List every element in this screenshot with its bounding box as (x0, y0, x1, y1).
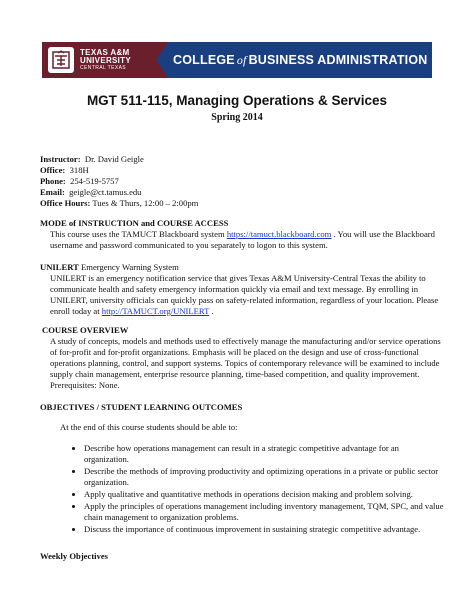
mode-text-pre: This course uses the TAMUCT Blackboard system (50, 229, 227, 239)
instructor-info (40, 154, 198, 209)
mode-text-post: . You will use the Blackboard username and password communicated to you separately to logon to this system. (50, 229, 435, 250)
unilert-text (40, 273, 445, 317)
objectives-heading: OBJECTIVES / STUDENT LEARNING OUTCOMES (40, 402, 243, 412)
office-value: 318H (69, 165, 89, 175)
phone-value: 254-519-5757 (70, 176, 119, 186)
weekly-section (40, 551, 108, 562)
unilert-heading-bold: UNILERT (40, 262, 79, 272)
university-seal-icon (48, 47, 74, 73)
list-item: • Discuss the importance of continuous improvement in sustaining strategic competitive advantage. (84, 524, 444, 535)
blackboard-link[interactable]: https://tamuct.blackboard.com (226, 229, 332, 239)
college-name-post: BUSINESS ADMINISTRATION (248, 53, 428, 67)
office-hours-value: Tues & Thurs, 12:00 – 2:00pm (92, 198, 199, 208)
list-item: • Describe how operations management can result in a strategic competitive advantage for an organization. (84, 443, 444, 465)
course-term: Spring 2014 (211, 112, 263, 123)
unilert-text-post: . (209, 306, 214, 316)
list-item: • Describe the methods of improving productivity and optimizing operations in a private or public sector organization. (84, 466, 444, 488)
college-banner (42, 42, 432, 78)
instructor-value: Dr. David Geigle (84, 154, 144, 164)
university-name-line2: UNIVERSITY (80, 56, 132, 65)
list-item: • Apply the principles of operations management including inventory management, TQM, SPC, and value chain management to organization problems. (84, 501, 444, 523)
objectives-section (40, 402, 444, 536)
office-hours-label: Office Hours: (40, 198, 91, 208)
phone-label: Phone: (40, 176, 66, 186)
unilert-link[interactable]: http://TAMUCT.org/UNILERT (101, 306, 210, 316)
office-row (40, 165, 198, 176)
unilert-section (40, 262, 445, 317)
objectives-intro: At the end of this course students should be able to: (60, 422, 238, 432)
course-title: MGT 511-115, Managing Operations & Services (86, 93, 388, 108)
unilert-heading (40, 262, 445, 273)
university-name-line1: TEXAS A&M (80, 48, 130, 57)
phone-row (40, 176, 198, 187)
mode-section (40, 218, 445, 251)
office-label: Office: (40, 165, 66, 175)
email-label: Email: (40, 187, 65, 197)
instructor-label: Instructor: (40, 154, 81, 164)
college-name (167, 42, 432, 78)
university-name-line3: CENTRAL TEXAS (80, 65, 127, 71)
overview-section (42, 325, 445, 391)
university-logo-panel (42, 42, 167, 78)
banner-chevron-icon (156, 42, 168, 78)
email-value: geigle@ct.tamus.edu (69, 187, 142, 197)
email-row (40, 187, 198, 198)
college-name-of: of (236, 52, 247, 67)
office-hours-row (40, 198, 198, 209)
weekly-heading: Weekly Objectives (40, 551, 109, 561)
unilert-heading-rest: Emergency Warning System (78, 262, 179, 272)
list-item: • Apply qualitative and quantitative methods in operations decision making and problem solving. (84, 489, 444, 500)
overview-heading: COURSE OVERVIEW (42, 325, 129, 335)
instructor-row (40, 154, 198, 165)
mode-heading: MODE of INSTRUCTION and COURSE ACCESS (40, 218, 229, 228)
objectives-list (40, 443, 444, 535)
overview-text: A study of concepts, models and methods used to effectively manage the manufacturing and/or service operations of for-profit and for-profit organizations. Emphasis will be placed on the design and use of cross-functional operations planning, control, and support systems. Topics of contemporary relevance will be examined to include supply chain management, enterprise resource planning, time-based competition, and quality improvement. Prerequisites: None. (50, 336, 441, 390)
university-wordmark (80, 49, 131, 71)
unilert-text-pre: UNILERT is an emergency notification service that gives Texas A&M University-Central Texas the ability to communicate health and safety emergency information quickly via email and text message. By enrolling in UNILERT, university officials can quickly pass on safety-related information, regardless of your location. Please enroll today at (50, 273, 439, 316)
mode-text (40, 229, 445, 251)
college-name-pre: COLLEGE (173, 53, 235, 67)
